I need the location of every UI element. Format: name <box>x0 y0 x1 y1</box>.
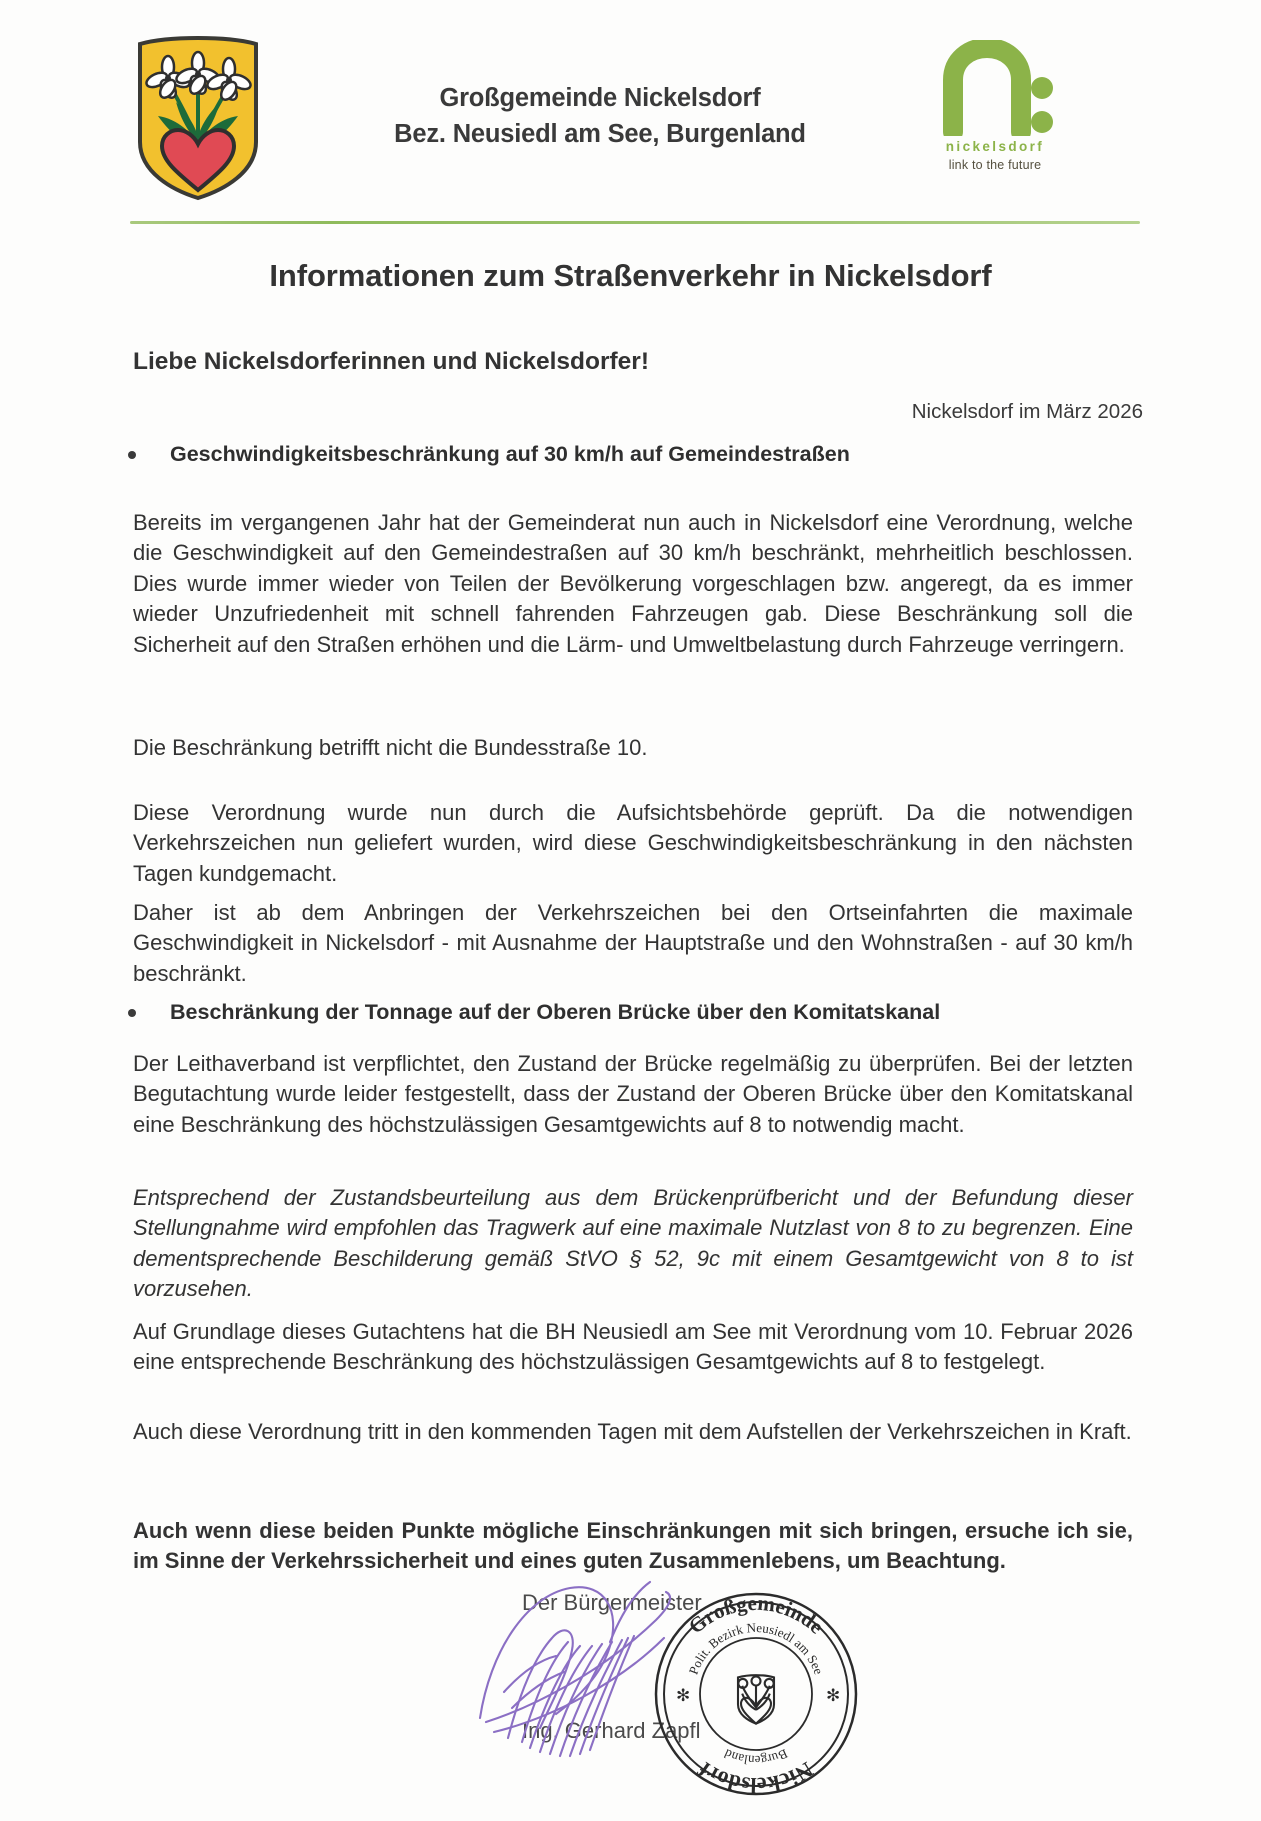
closing-paragraph: Auch wenn diese beiden Punkte mögliche Einschränkungen mit sich bringen, ersuche ich sie, im Sinne der Verkehrssicherheit und eines guten Zusammenlebens, um Beachtung. <box>133 1518 1133 1574</box>
nickelsdorf-logo <box>870 40 1120 172</box>
header-divider <box>130 221 1140 224</box>
stamp-star-right: ✻ <box>826 1686 841 1705</box>
section-bullet-2-label: Beschränkung der Tonnage auf der Oberen Brücke über den Komitatskanal <box>170 1000 941 1024</box>
municipality-district: Bez. Neusiedl am See, Burgenland <box>394 120 806 149</box>
paragraph-2-4: Auch diese Verordnung tritt in den kommenden Tagen mit dem Aufstellen der Verkehrszeichen in Kraft. <box>133 1419 1132 1444</box>
paragraph-1-1: Bereits im vergangenen Jahr hat der Gemeinderat nun auch in Nickelsdorf eine Verordnung, welche die Geschwindigkeit auf den Gemeindestraßen auf 30 km/h beschränkt, mehrheitlich beschlossen. Dies wurde immer wieder von Teilen der Bevölkerung vorgeschlagen bzw. angeregt, da es immer wieder Unzufriedenheit mit schnell fahrenden Fahrzeugen gab. Diese Beschränkung soll die Sicherheit auf den Straßen erhöhen und die Lärm- und Umweltbelastung durch Fahrzeuge verringern. <box>133 510 1133 657</box>
municipality-name: Großgemeinde Nickelsdorf <box>439 84 761 112</box>
salutation: Liebe Nickelsdorferinnen und Nickelsdorfer! <box>133 348 649 375</box>
signature-role: Der Bürgermeister <box>522 1590 702 1615</box>
bullet-dot-icon <box>128 451 136 459</box>
section-bullet-1-label: Geschwindigkeitsbeschränkung auf 30 km/h auf Gemeindestraßen <box>170 442 850 466</box>
paragraph-1-2: Die Beschränkung betrifft nicht die Bundesstraße 10. <box>133 735 648 760</box>
paragraph-1-3: Diese Verordnung wurde nun durch die Aufsichtsbehörde geprüft. Da die notwendigen Verkehrszeichen nun geliefert wurden, wird diese Geschwindigkeitsbeschränkung in den nächsten Tagen kundgemacht. <box>133 800 1133 886</box>
paragraph-2-1: Der Leithaverband ist verpflichtet, den Zustand der Brücke regelmäßig zu überprüfen. Bei der letzten Begutachtung wurde leider festgestellt, dass der Zustand der Oberen Brücke über den Komitatskanal eine Beschränkung des höchstzulässigen Gesamtgewichts auf 8 to notwendig macht. <box>133 1051 1133 1137</box>
paragraph-1-4: Daher ist ab dem Anbringen der Verkehrszeichen bei den Ortseinfahrten die maximale Geschwindigkeit in Nickelsdorf - mit Ausnahme der Hauptstraße und den Wohnstraßen - auf 30 km/h beschränkt. <box>133 900 1133 986</box>
stamp-arc-top: Großgemeinde <box>683 1590 829 1639</box>
paragraph-2-3: Auf Grundlage dieses Gutachtens hat die BH Neusiedl am See mit Verordnung vom 10. Februar 2026 eine entsprechende Beschränkung des höchstzulässigen Gesamtgewichts auf 8 to festgelegt. <box>133 1319 1133 1375</box>
stamp-star-left: ✻ <box>676 1686 691 1705</box>
official-stamp-icon <box>650 1588 862 1800</box>
n-colon-logo-icon <box>935 40 1055 136</box>
dateline: Nickelsdorf im März 2026 <box>911 400 1143 423</box>
document-header <box>0 18 1261 193</box>
stamp-arc-lower: Burgenland <box>721 1746 790 1769</box>
stamp-arc-bottom: Nickelsdorf <box>693 1756 818 1799</box>
page-title: Informationen zum Straßenverkehr in Nickelsdorf <box>269 258 992 293</box>
section-bullet-1 <box>128 442 1138 467</box>
section-bullet-2 <box>128 1000 1138 1025</box>
logo-wordmark: nickelsdorf <box>945 139 1045 154</box>
signature-name: Ing. Gerhard Zapfl <box>522 1718 701 1743</box>
municipality-titles <box>330 80 870 152</box>
coat-of-arms-icon <box>128 30 268 202</box>
logo-tagline: link to the future <box>948 158 1042 172</box>
bullet-dot-icon <box>128 1009 136 1017</box>
paragraph-2-2-quote: Entsprechend der Zustandsbeurteilung aus dem Brückenprüfbericht und der Befundung dieser Stellungnahme wird empfohlen das Tragwerk auf eine maximale Nutzlast von 8 to zu begrenzen. Eine dementsprechende Beschilderung gemäß StVO § 52, 9c mit einem Gesamtgewicht von 8 to ist vorzusehen. <box>133 1185 1133 1302</box>
stamp-arc-inner: Polit. Bezirk Neusiedl am See <box>685 1619 827 1677</box>
